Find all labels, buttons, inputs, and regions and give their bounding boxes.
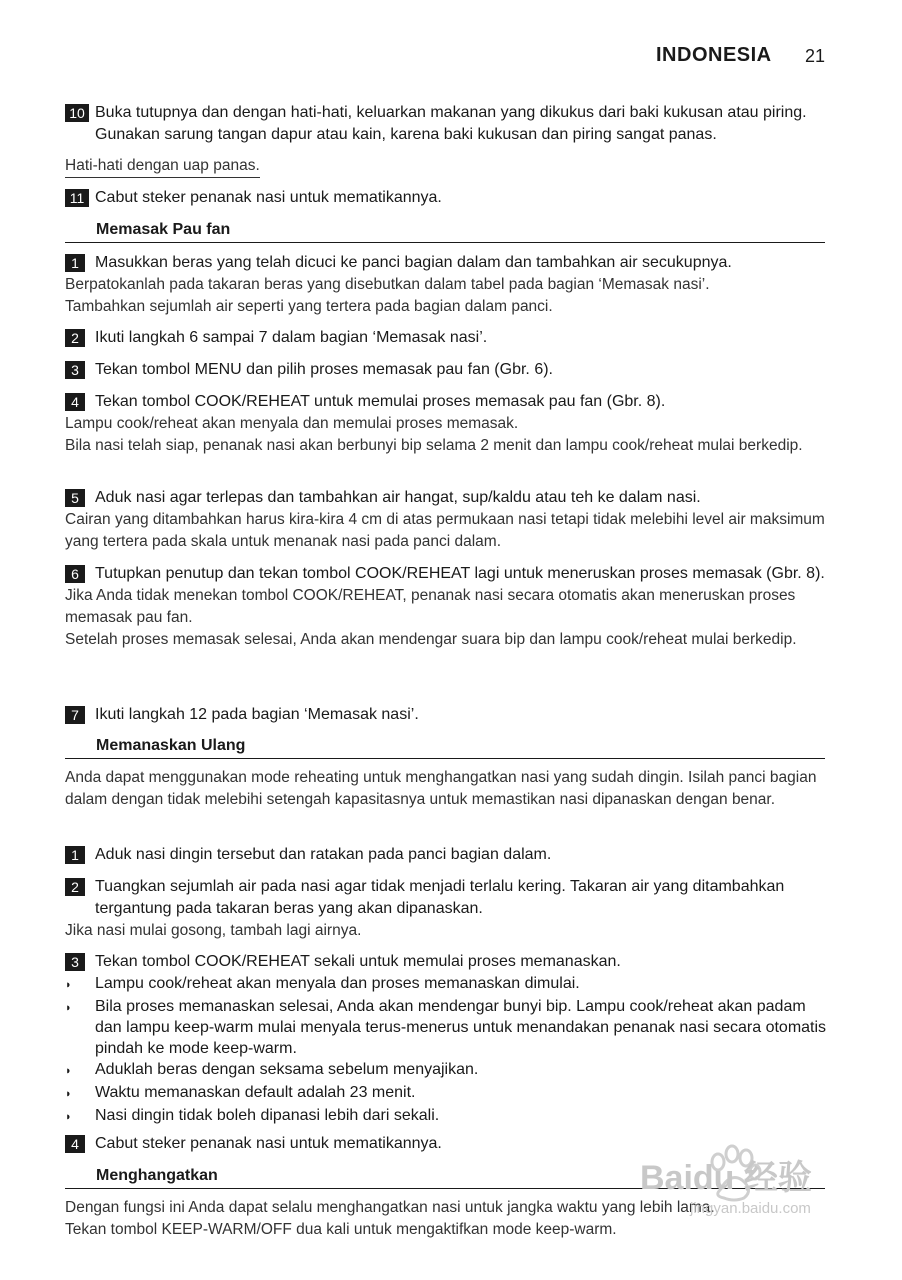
step-note: Jika nasi mulai gosong, tambah lagi airnya. bbox=[65, 922, 362, 939]
bullet-icon: ◗ bbox=[65, 1065, 72, 1077]
watermark-brand: Baidu 经验 bbox=[640, 1159, 812, 1197]
step-number: 2 bbox=[65, 878, 85, 896]
step-number: 11 bbox=[65, 189, 89, 207]
step-number: 4 bbox=[65, 1135, 85, 1153]
step-text: Tekan tombol COOK/REHEAT untuk memulai proses memasak pau fan (Gbr. 8). bbox=[95, 393, 666, 410]
step-number: 1 bbox=[65, 846, 85, 864]
bullet-icon: ◗ bbox=[65, 979, 72, 991]
pau-fan-step-4 bbox=[65, 391, 832, 457]
step-note: Cairan yang ditambahkan harus kira-kira 4 cm di atas permukaan nasi tetapi tidak melebihi level air maksimum yang tertera pada skala untuk menanak nasi pada panci dalam. bbox=[65, 511, 825, 550]
list-item: ◗ Nasi dingin tidak boleh dipanasi lebih dari sekali. bbox=[65, 1105, 832, 1128]
pau-fan-step-1 bbox=[65, 252, 832, 318]
step-text: Cabut steker penanak nasi untuk mematikannya. bbox=[95, 1135, 442, 1152]
section-heading-pau-fan: Memasak Pau fan bbox=[65, 220, 825, 243]
pau-fan-step-5 bbox=[65, 487, 832, 553]
list-item: ◗ Bila proses memanaskan selesai, Anda akan mendengar bunyi bip. Lampu cook/reheat akan padam dan lampu keep-warm mulai menyala terus-menerus untuk menandakan penanak nasi secara otomatis pindah ke mode keep-warm. bbox=[65, 998, 827, 1057]
step-number: 6 bbox=[65, 565, 85, 583]
step-number: 5 bbox=[65, 489, 85, 507]
header-language: INDONESIA bbox=[656, 44, 772, 66]
bullet-icon: ◗ bbox=[65, 1002, 72, 1014]
step-text: Tutupkan penutup dan tekan tombol COOK/REHEAT lagi untuk meneruskan proses memasak (Gbr. 8). bbox=[95, 565, 825, 582]
step-text: Ikuti langkah 6 sampai 7 dalam bagian ‘Memasak nasi’. bbox=[95, 329, 488, 346]
step-text: Tekan tombol MENU dan pilih proses memasak pau fan (Gbr. 6). bbox=[95, 361, 553, 378]
section-heading-reheat: Memanaskan Ulang bbox=[65, 736, 825, 759]
step-note: Lampu cook/reheat akan menyala dan memulai proses memasak. bbox=[65, 415, 519, 432]
step-number: 10 bbox=[65, 104, 89, 122]
bullet-icon: ◗ bbox=[65, 1088, 72, 1100]
list-item: ◗ Aduklah beras dengan seksama sebelum menyajikan. bbox=[65, 1059, 832, 1082]
bullet-icon: ◗ bbox=[65, 1111, 72, 1123]
step-text: Masukkan beras yang telah dicuci ke panci bagian dalam dan tambahkan air secukupnya. bbox=[95, 254, 732, 271]
step-number: 3 bbox=[65, 953, 85, 971]
step-text: Tekan tombol COOK/REHEAT sekali untuk memulai proses memanaskan. bbox=[95, 953, 621, 970]
watermark-url: jingyan.baidu.com bbox=[690, 1200, 811, 1217]
step-number: 2 bbox=[65, 329, 85, 347]
step-number: 3 bbox=[65, 361, 85, 379]
keep-warm-paragraph-1: Dengan fungsi ini Anda dapat selalu menghangatkan nasi untuk jangka waktu yang lebih lama. bbox=[65, 1199, 715, 1216]
caution-text: Hati-hati dengan uap panas. bbox=[65, 155, 260, 178]
step-note: Setelah proses memasak selesai, Anda akan mendengar suara bip dan lampu cook/reheat mulai berkedip. bbox=[65, 631, 797, 648]
pau-fan-step-6 bbox=[65, 563, 832, 651]
step-text: Tuangkan sejumlah air pada nasi agar tidak menjadi terlalu kering. Takaran air yang ditambahkan tergantung pada takaran beras yang akan dipanaskan. bbox=[95, 878, 785, 917]
section-heading-keep-warm: Menghangatkan bbox=[65, 1166, 825, 1189]
step-text: Buka tutupnya dan dengan hati-hati, keluarkan makanan yang dikukus dari baki kukusan atau piring. Gunakan sarung tangan dapur atau kain, karena baki kukusan dan piring sangat panas. bbox=[95, 104, 807, 143]
step-number: 7 bbox=[65, 706, 85, 724]
step-number: 4 bbox=[65, 393, 85, 411]
step-text: Cabut steker penanak nasi untuk mematikannya. bbox=[95, 189, 442, 206]
pau-fan-step-7 bbox=[65, 704, 832, 726]
page-number: 21 bbox=[805, 46, 826, 66]
step-text: Aduk nasi dingin tersebut dan ratakan pada panci bagian dalam. bbox=[95, 846, 552, 863]
list-item: ◗ Waktu memanaskan default adalah 23 menit. bbox=[65, 1082, 832, 1105]
step-11 bbox=[65, 187, 832, 209]
reheat-step-1 bbox=[65, 844, 832, 866]
step-note: Bila nasi telah siap, penanak nasi akan berbunyi bip selama 2 menit dan lampu cook/reheat mulai berkedip. bbox=[65, 437, 803, 454]
step-note: Tambahkan sejumlah air seperti yang tertera pada bagian dalam panci. bbox=[65, 298, 553, 315]
reheat-bullet-list bbox=[65, 973, 832, 1128]
step-note: Jika Anda tidak menekan tombol COOK/REHEAT, penanak nasi secara otomatis akan meneruskan proses memasak pau fan. bbox=[65, 587, 796, 626]
reheat-intro: Anda dapat menggunakan mode reheating untuk menghangatkan nasi yang sudah dingin. Isilah panci bagian dalam dengan tidak melebihi setengah kapasitasnya untuk memastikan nasi dipanaskan dengan benar. bbox=[65, 769, 817, 808]
reheat-step-3 bbox=[65, 951, 832, 973]
step-note: Berpatokanlah pada takaran beras yang disebutkan dalam tabel pada bagian ‘Memasak nasi’. bbox=[65, 276, 710, 293]
step-10 bbox=[65, 102, 832, 146]
pau-fan-step-2 bbox=[65, 327, 832, 349]
step-text: Ikuti langkah 12 pada bagian ‘Memasak nasi’. bbox=[95, 706, 419, 723]
reheat-step-2 bbox=[65, 876, 832, 942]
keep-warm-paragraph-2: Tekan tombol KEEP-WARM/OFF dua kali untuk mengaktifkan mode keep-warm. bbox=[65, 1221, 617, 1238]
step-number: 1 bbox=[65, 254, 85, 272]
pau-fan-step-3 bbox=[65, 359, 832, 381]
list-item: ◗ Lampu cook/reheat akan menyala dan proses memanaskan dimulai. bbox=[65, 973, 832, 996]
step-text: Aduk nasi agar terlepas dan tambahkan air hangat, sup/kaldu atau teh ke dalam nasi. bbox=[95, 489, 701, 506]
